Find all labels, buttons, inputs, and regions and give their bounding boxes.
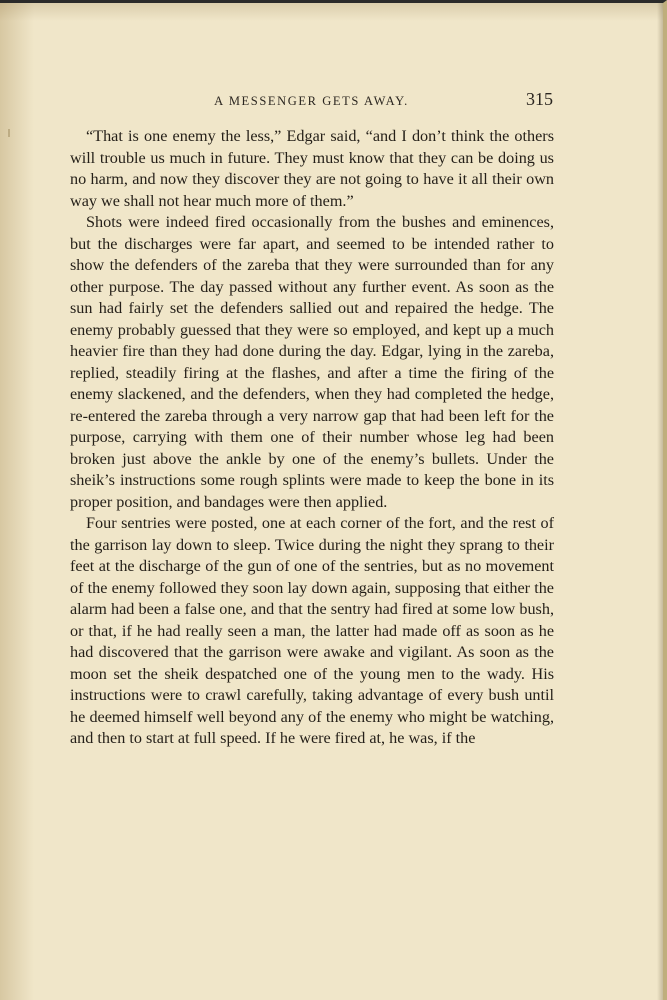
running-head: A MESSENGER GETS AWAY. bbox=[214, 94, 409, 108]
paragraph-2: Shots were indeed fired occasionally from the bushes and eminences, but the discharges were far apart, and seemed to be intended rather to show the defenders of the zareba that they were surrounded than for any other purpose. The day passed without any further event. As soon as the sun had fairly set the defenders sallied out and repaired the hedge. The enemy probably guessed that they were so employed, and kept up a much heavier fire than they had done during the day. Edgar, lying in the zareba, replied, steadily firing at the flashes, and after a time the firing of the enemy slackened, and the defenders, when they had completed the hedge, re-entered the zareba through a very narrow gap that had been left for the purpose, carrying with them one of their number whose leg had been broken just above the ankle by one of the enemy’s bullets. Under the sheik’s instructions some rough splints were made to keep the bone in its proper position, and bandages were then applied. bbox=[70, 213, 554, 511]
body-text bbox=[70, 126, 554, 750]
paragraph-3: Four sentries were posted, one at each corner of the fort, and the rest of the garrison lay down to sleep. Twice during the night they sprang to their feet at the discharge of the gun of one of the sentries, but as no movement of the enemy followed they soon lay down again, supposing that either the alarm had been a false one, and that the sentry had fired at some low bush, or that, if he had really seen a man, the latter had made off as soon as he had discovered that the garrison were awake and vigilant. As soon as the moon set the sheik despatched one of the young men to the wady. His instructions were to crawl carefully, taking advantage of every bush until he deemed himself well beyond any of the enemy who might be watching, and then to start at full speed. If he were fired at, he was, if the bbox=[70, 514, 554, 747]
page-edge-mark bbox=[8, 129, 10, 137]
page-number: 315 bbox=[526, 89, 553, 109]
paragraph-1: “That is one enemy the less,” Edgar said, “and I don’t think the others will trouble us much in future. They must know that they can be doing us no harm, and now they discover they are not going to have it all their own way we shall not hear much more of them.” bbox=[70, 127, 554, 210]
page-header bbox=[70, 89, 553, 113]
